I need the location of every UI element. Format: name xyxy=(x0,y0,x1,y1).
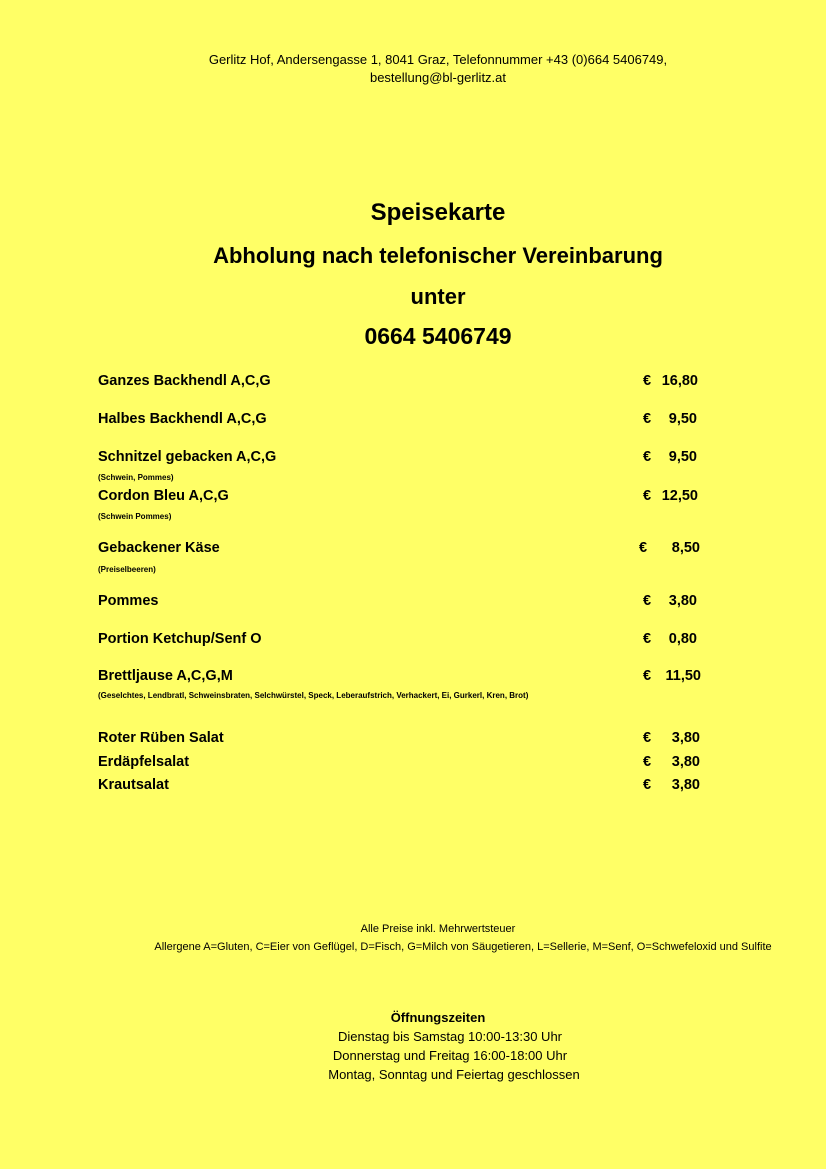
pickup-note: Abholung nach telefonischer Vereinbarung xyxy=(213,243,663,268)
currency-symbol: € xyxy=(643,449,652,465)
menu-item-price: 12,50 xyxy=(661,488,698,504)
menu-item-price: 3,80 xyxy=(671,777,700,793)
currency-symbol: € xyxy=(643,668,652,684)
menu-item-price: 16,80 xyxy=(661,373,698,389)
currency-symbol: € xyxy=(643,488,652,504)
currency-symbol: € xyxy=(639,540,648,556)
menu-item-name: Pommes xyxy=(98,593,159,609)
menu-item-name: Schnitzel gebacken A,C,G xyxy=(98,449,277,465)
opening-hours-line: Dienstag bis Samstag 10:00-13:30 Uhr xyxy=(337,1029,562,1044)
menu-item-name: Roter Rüben Salat xyxy=(98,730,224,746)
currency-symbol: € xyxy=(643,754,652,770)
menu-item-name: Gebackener Käse xyxy=(98,540,220,556)
menu-item-price: 8,50 xyxy=(671,540,700,556)
menu-item-detail: (Preiselbeeren) xyxy=(98,565,156,574)
menu-item-name: Portion Ketchup/Senf O xyxy=(98,631,262,647)
page-title: Speisekarte xyxy=(370,199,506,226)
address-line: Gerlitz Hof, Andersengasse 1, 8041 Graz, Telefonnummer +43 (0)664 5406749, xyxy=(208,52,668,67)
opening-hours-title: Öffnungszeiten xyxy=(390,1010,486,1025)
menu-item-name: Brettljause A,C,G,M xyxy=(98,668,233,684)
phone-number: 0664 5406749 xyxy=(364,323,512,349)
menu-item-name: Halbes Backhendl A,C,G xyxy=(98,411,267,427)
allergen-legend: Allergene A=Gluten, C=Eier von Geflügel, D=Fisch, G=Milch von Säugetieren, L=Sellerie, M=Senf, O=Schwefeloxid und Sulfite xyxy=(154,941,772,953)
pickup-note-unter: unter xyxy=(410,284,466,309)
opening-hours-line: Montag, Sonntag und Feiertag geschlossen xyxy=(328,1067,580,1082)
menu-item-price: 9,50 xyxy=(668,411,697,427)
opening-hours-line: Donnerstag und Freitag 16:00-18:00 Uhr xyxy=(332,1048,568,1063)
menu-item-detail: (Schwein Pommes) xyxy=(98,512,172,521)
currency-symbol: € xyxy=(643,373,652,389)
menu-item-name: Cordon Bleu A,C,G xyxy=(98,488,229,504)
menu-item-detail: (Geselchtes, Lendbratl, Schweinsbraten, Selchwürstel, Speck, Leberaufstrich, Verhackert, Ei, Gurkerl, Kren, Brot) xyxy=(98,691,529,700)
menu-item-name: Krautsalat xyxy=(98,777,169,793)
menu-item-name: Erdäpfelsalat xyxy=(98,754,190,770)
menu-item-price: 3,80 xyxy=(671,754,700,770)
menu-item-price: 0,80 xyxy=(668,631,697,647)
currency-symbol: € xyxy=(643,593,652,609)
currency-symbol: € xyxy=(643,631,652,647)
menu-item-detail: (Schwein, Pommes) xyxy=(98,473,174,482)
currency-symbol: € xyxy=(643,411,652,427)
vat-note: Alle Preise inkl. Mehrwertsteuer xyxy=(360,923,516,935)
email-line: bestellung@bl-gerlitz.at xyxy=(369,70,507,85)
menu-item-price: 9,50 xyxy=(668,449,697,465)
menu-item-price: 3,80 xyxy=(671,730,700,746)
menu-item-price: 11,50 xyxy=(665,668,701,684)
currency-symbol: € xyxy=(643,777,652,793)
header-address xyxy=(0,51,826,87)
menu-item-price: 3,80 xyxy=(668,593,697,609)
menu-item-name: Ganzes Backhendl A,C,G xyxy=(98,373,271,389)
currency-symbol: € xyxy=(643,730,652,746)
